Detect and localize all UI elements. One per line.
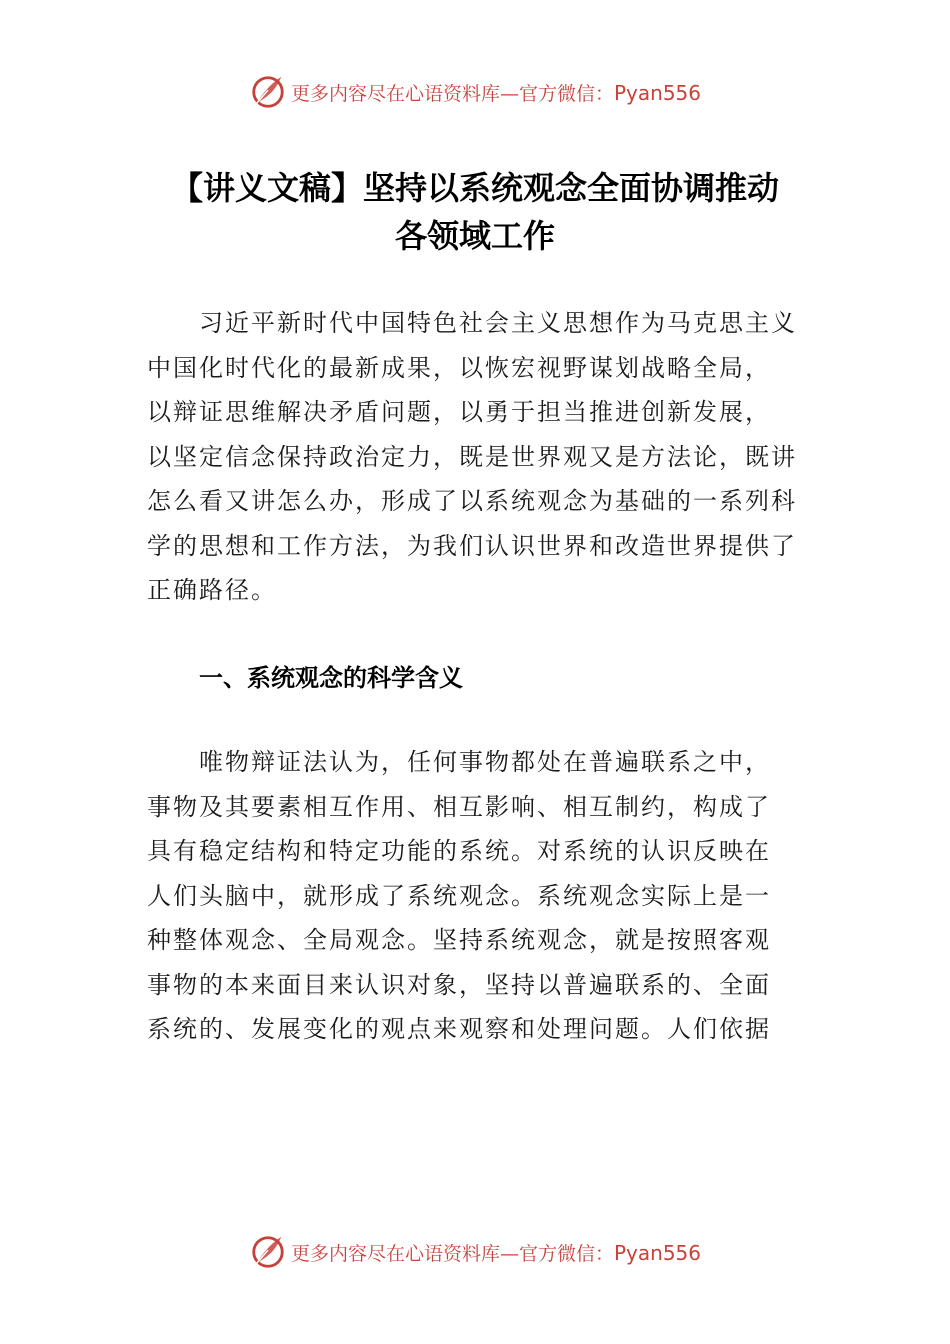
banner-text — [291, 79, 701, 106]
feather-pen-logo-icon — [249, 1233, 287, 1271]
wechat-handle: Pyan556 — [614, 1240, 702, 1265]
text-line: 事物的本来面目来认识对象，坚持以普遍联系的、全面 — [147, 970, 771, 999]
text-line: 人们头脑中，就形成了系统观念。系统观念实际上是一 — [147, 881, 771, 910]
text-line: 唯物辩证法认为，任何事物都处在普遍联系之中， — [199, 748, 771, 776]
paragraph-system-concept — [147, 740, 827, 1052]
footer-banner — [0, 1232, 950, 1272]
text-line: 具有稳定结构和特定功能的系统。对系统的认识反映在 — [147, 837, 771, 865]
document-title — [100, 164, 850, 260]
wechat-handle: Pyan556 — [614, 80, 702, 105]
text-line: 事物及其要素相互作用、相互影响、相互制约，构成了 — [147, 792, 771, 821]
header-banner — [0, 72, 950, 112]
text-line: 学的思想和工作方法，为我们认识世界和改造世界提供了 — [147, 531, 797, 560]
text-line: 以坚定信念保持政治定力，既是世界观又是方法论，既讲 — [147, 442, 797, 471]
text-line: 以辩证思维解决矛盾问题，以勇于担当推进创新发展， — [147, 398, 771, 426]
paragraph-intro — [147, 301, 827, 613]
text-line: 种整体观念、全局观念。坚持系统观念，就是按照客观 — [147, 926, 771, 954]
title-line-1: 【讲义文稿】坚持以系统观念全面协调推动 — [170, 169, 779, 207]
title-line-2: 各领域工作 — [394, 217, 555, 255]
text-line: 中国化时代化的最新成果，以恢宏视野谋划战略全局， — [147, 353, 771, 382]
text-line: 怎么看又讲怎么办，形成了以系统观念为基础的一系列科 — [147, 487, 797, 515]
text-line: 习近平新时代中国特色社会主义思想作为马克思主义 — [199, 309, 797, 337]
banner-slogan: 更多内容尽在心语资料库—官方微信： — [290, 82, 614, 105]
text-line: 正确路径。 — [147, 576, 277, 604]
feather-pen-logo-icon — [249, 73, 287, 111]
section-heading: 一、系统观念的科学含义 — [199, 664, 463, 692]
banner-text — [291, 1239, 701, 1266]
text-line: 系统的、发展变化的观点来观察和处理问题。人们依据 — [147, 1015, 771, 1043]
banner-slogan: 更多内容尽在心语资料库—官方微信： — [290, 1242, 614, 1265]
